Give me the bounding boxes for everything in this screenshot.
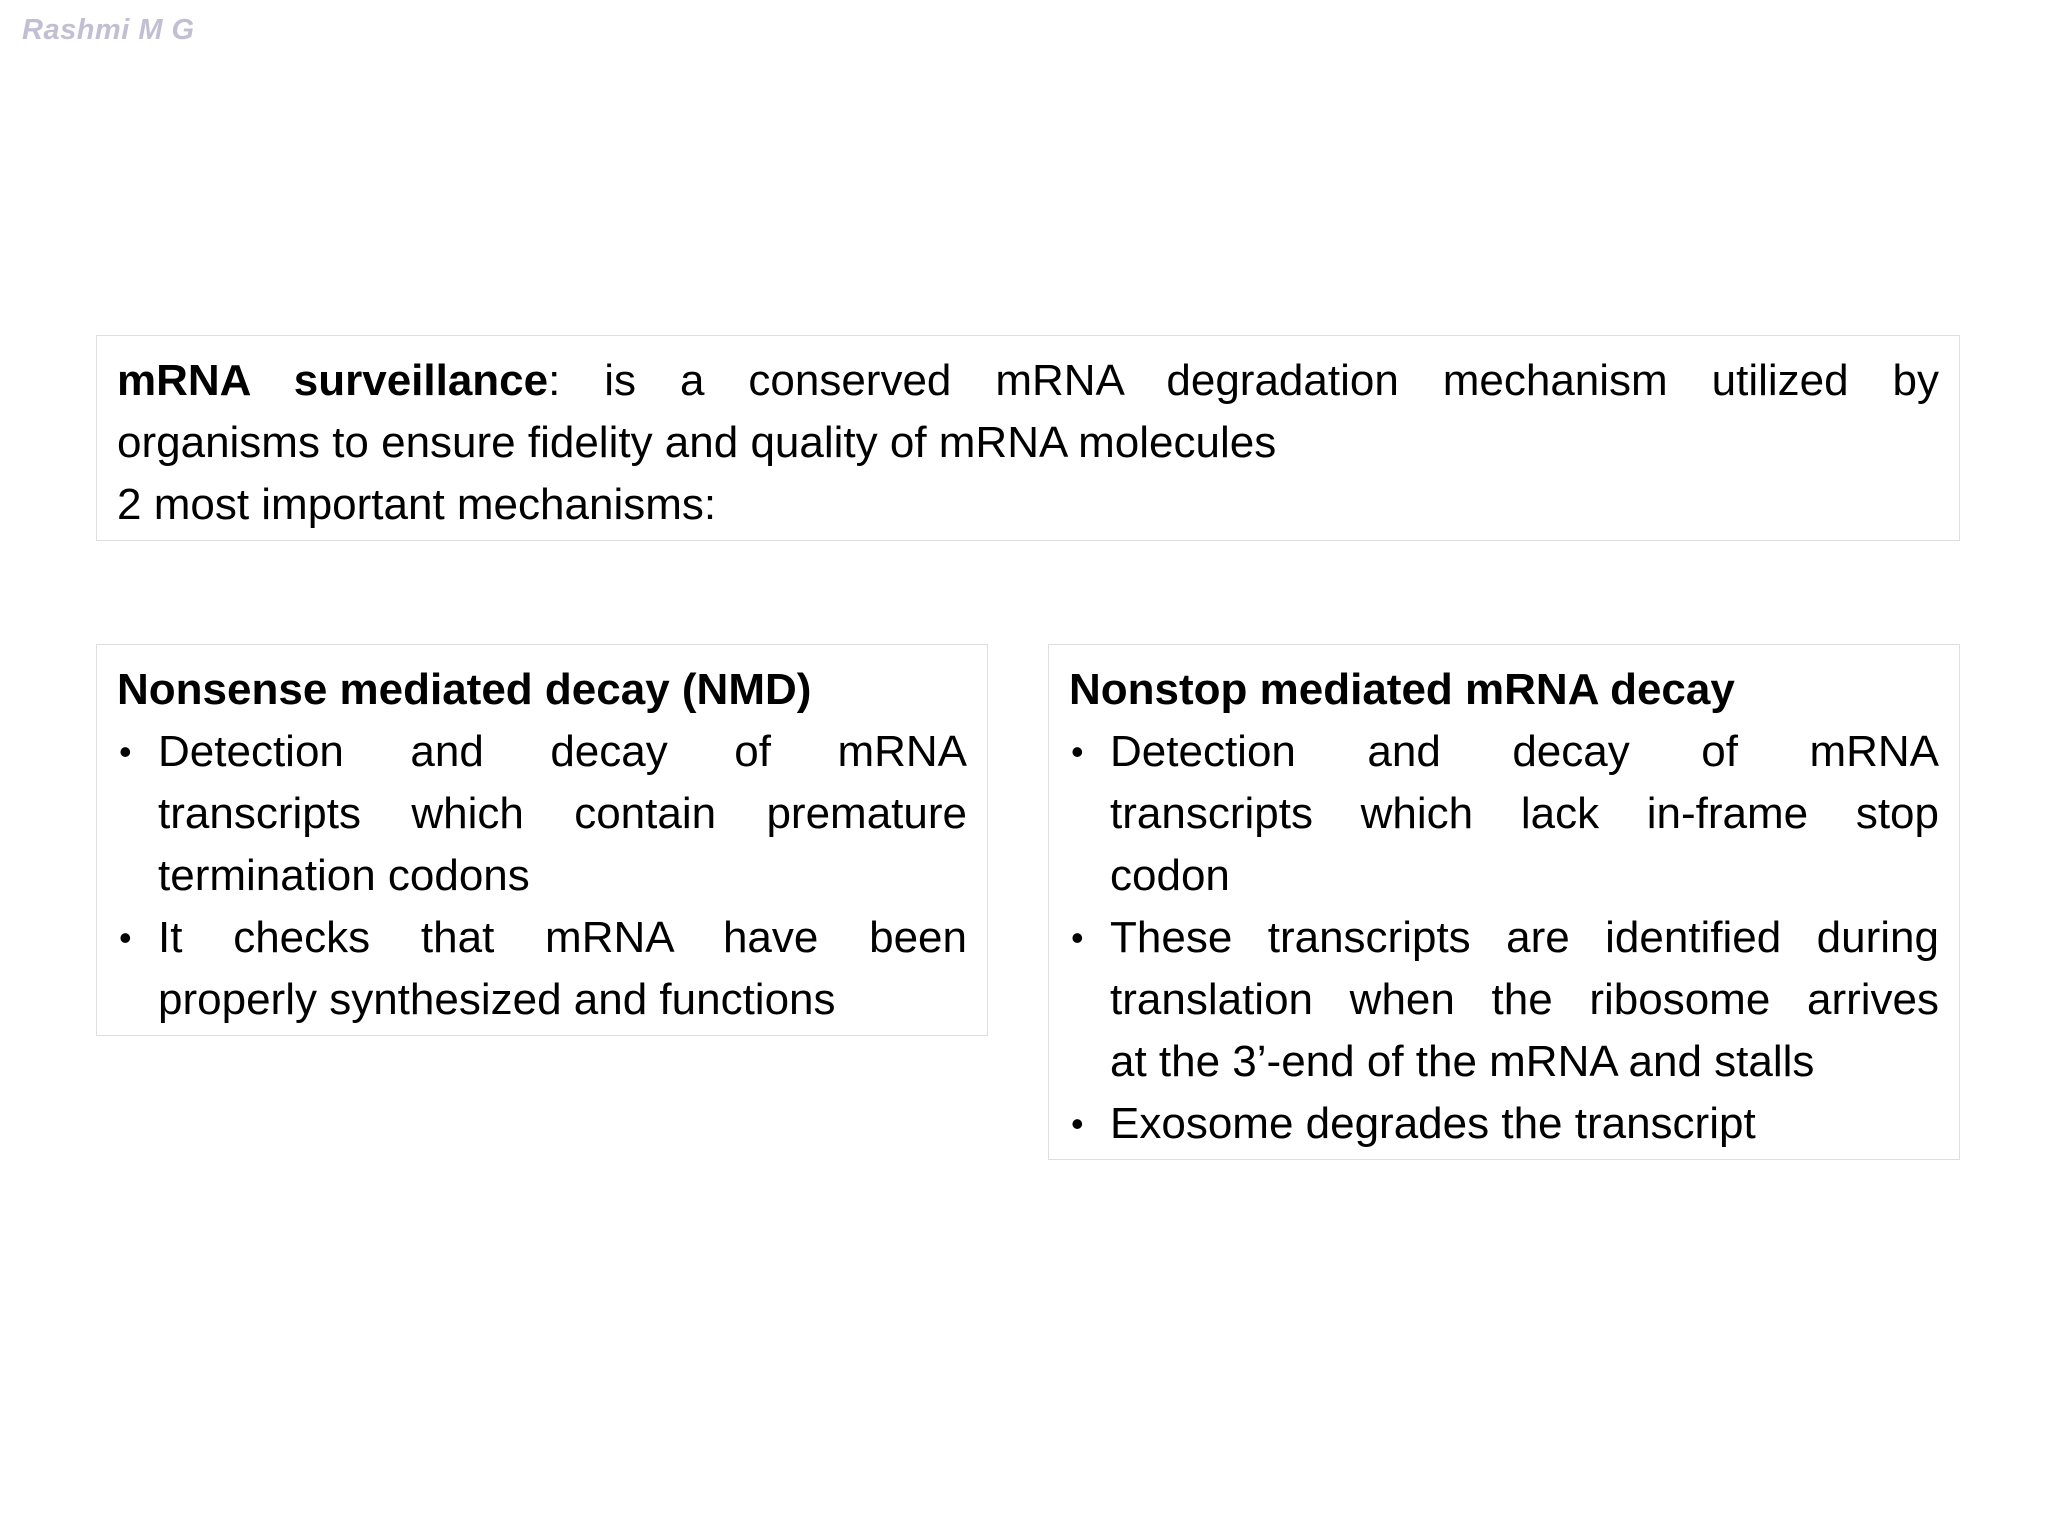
definition-line-2: organisms to ensure fidelity and quality of mRNA molecules <box>117 418 1277 467</box>
nonstop-title: Nonstop mediated mRNA decay <box>1069 665 1735 714</box>
definition-term: mRNA surveillance <box>117 356 549 405</box>
bullet-line: Detection and decay of mRNA <box>1110 727 1939 776</box>
mechanisms-intro: 2 most important mechanisms: <box>117 480 717 529</box>
definition-line-1 <box>117 350 1939 412</box>
bullet-line: codon <box>1110 851 1230 900</box>
bullet-dot-icon: • <box>119 731 132 772</box>
bullet-line: Detection and decay of mRNA <box>158 727 967 776</box>
nmd-bullet-1 <box>117 721 967 907</box>
bullet-line: properly synthesized and functions <box>158 975 836 1024</box>
bullet-line: termination codons <box>158 851 530 900</box>
nonstop-bullet-1 <box>1069 721 1939 907</box>
author-watermark: Rashmi M G <box>22 14 195 46</box>
bullet-line: transcripts which contain premature <box>158 789 967 838</box>
nmd-bullet-list <box>117 721 967 1031</box>
bullet-dot-icon: • <box>1071 1103 1084 1144</box>
nonstop-bullet-list <box>1069 721 1939 1155</box>
definition-box <box>96 335 1960 541</box>
nonstop-bullet-3 <box>1069 1093 1939 1155</box>
nmd-bullet-2 <box>117 907 967 1031</box>
bullet-line: at the 3’-end of the mRNA and stalls <box>1110 1037 1815 1086</box>
nonstop-card <box>1048 644 1960 1160</box>
bullet-line: transcripts which lack in-frame stop <box>1110 789 1939 838</box>
bullet-line: Exosome degrades the transcript <box>1110 1099 1756 1148</box>
bullet-dot-icon: • <box>119 917 132 958</box>
bullet-line: It checks that mRNA have been <box>158 913 967 962</box>
bullet-dot-icon: • <box>1071 917 1084 958</box>
definition-text: : is a conserved mRNA degradation mechanism utilized by <box>548 356 1939 405</box>
bullet-line: These transcripts are identified during <box>1110 913 1939 962</box>
bullet-line: translation when the ribosome arrives <box>1110 975 1939 1024</box>
nmd-title: Nonsense mediated decay (NMD) <box>117 665 812 714</box>
nmd-card <box>96 644 988 1036</box>
nonstop-bullet-2 <box>1069 907 1939 1093</box>
bullet-dot-icon: • <box>1071 731 1084 772</box>
